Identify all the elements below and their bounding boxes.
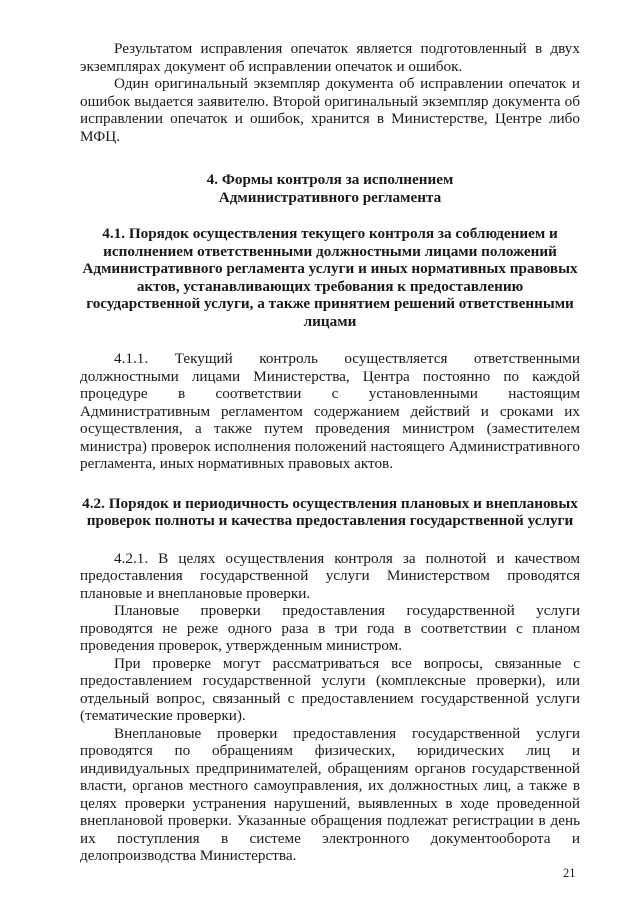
- paragraph-unplanned-checks: Внеплановые проверки предоставления государственной услуги проводятся по обращениям физических, юридических лиц и индивидуальных предпринимателей, обращениям органов государственной власти, органов местного самоуправления, их должностных лиц, а также в целях проверки устранения нарушений, выявленных в ходе проведенной внеплановой проверки. Указанные обращения подлежат регистрации в день их поступления в системе электронного документооборота и делопроизводства Министерства.: [80, 724, 580, 864]
- section-4-2-heading: 4.2. Порядок и периодичность осуществления плановых и внеплановых проверок полноты и качества предоставления государственной услуги: [82, 494, 578, 529]
- section-4-1-heading: 4.1. Порядок осуществления текущего контроля за соблюдением и исполнением ответственными должностными лицами положений Административного регламента услуги и иных нормативных правовых актов, устанавливающих требования к предоставлению государственной услуги, а также принятием решений ответственными лицами: [82, 225, 578, 330]
- page-number: 21: [563, 866, 576, 880]
- document-page: [80, 40, 580, 865]
- section-4-heading: [80, 171, 580, 206]
- paragraph-planned-checks: Плановые проверки предоставления государственной услуги проводятся не реже одного раза в три года в соответствии с планом проведения проверок, утвержденным министром.: [80, 602, 580, 654]
- paragraph-4-2-1: 4.2.1. В целях осуществления контроля за полнотой и качеством предоставления государственной услуги Министерством проводятся плановые и внеплановые проверки.: [80, 549, 580, 602]
- paragraph-original-copy: Один оригинальный экземпляр документа об исправлении опечаток и ошибок выдается заявителю. Второй оригинальный экземпляр документа об исправлении опечаток и ошибок, хранится в Министерстве, Центре либо МФЦ.: [80, 75, 580, 145]
- section-4-title-line1: 4. Формы контроля за исполнением: [206, 171, 454, 188]
- section-4-title-line2: Административного регламента: [218, 188, 442, 206]
- paragraph-check-questions: При проверке могут рассматриваться все вопросы, связанные с предоставлением государственной услуги (комплексные проверки), или отдельный вопрос, связанный с предоставлением государственной услуги (тематические проверки).: [80, 654, 580, 724]
- paragraph-result: Результатом исправления опечаток является подготовленный в двух экземплярах документ об исправлении опечаток и ошибок.: [80, 40, 580, 75]
- paragraph-4-1-1: 4.1.1. Текущий контроль осуществляется ответственными должностными лицами Министерства, Центра постоянно по каждой процедуре в соответствии с установленными настоящим Административным регламентом содержанием действий и сроками их осуществления, а также путем проведения министром (заместителем министра) проверок исполнения положений настоящего Административного регламента, иных нормативных правовых актов.: [80, 350, 580, 472]
